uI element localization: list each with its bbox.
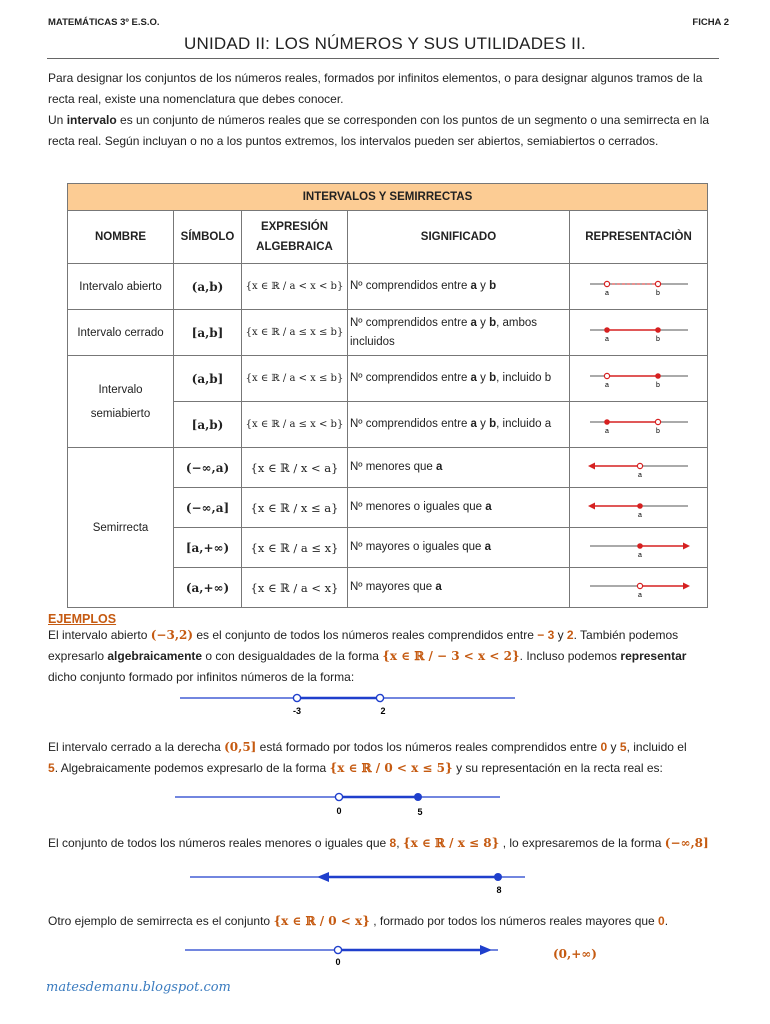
col-header-meaning: SIGNIFICADO [348, 211, 570, 264]
row-name-ray: Semirrecta [68, 448, 174, 608]
svg-text:b: b [655, 289, 660, 297]
row-name-semiopen: Intervalo semiabierto [68, 356, 174, 448]
representation-semiopen-right [570, 356, 708, 402]
meaning-cell: Nº comprendidos entre a y b [348, 264, 570, 310]
representation-ray-greater-equal [570, 528, 708, 568]
svg-text:a: a [637, 591, 642, 599]
svg-text:a: a [637, 471, 642, 479]
example-1-text: El intervalo abierto (−3,2) es el conjunto de todos los números reales comprendidos entre − 3 y 2. También podemos expresarlo algebraicamente o con desigualdades de la forma {x ∈ ℝ / − 3 < x < 2}. Incluso podemos representar dicho conjunto formado por infinitos números de la forma: [48, 628, 687, 684]
table-title: INTERVALOS Y SEMIRRECTAS [68, 184, 708, 211]
header-course: MATEMÁTICAS 3º E.S.O. [48, 17, 160, 28]
symbol-cell: (−∞,a] [174, 488, 242, 528]
svg-text:8: 8 [496, 885, 502, 895]
col-header-expression: EXPRESIÓN ALGEBRAICA [242, 211, 348, 264]
symbol-cell: [a,+∞) [174, 528, 242, 568]
example-3-text: El conjunto de todos los números reales menores o iguales que 8, {x ∈ ℝ / x ≤ 8} , lo expresaremos de la forma (−∞,8] [48, 836, 709, 850]
footer-blog-url: matesdemanu.blogspot.com [46, 980, 231, 995]
meaning-cell: Nº mayores o iguales que a [348, 528, 570, 568]
algebraic-cell: {x ∈ ℝ / a < x ≤ b} [242, 356, 348, 402]
representation-ray-less [570, 448, 708, 488]
algebraic-cell: {x ∈ ℝ / x ≤ a} [242, 488, 348, 528]
example-2-text: El intervalo cerrado a la derecha (0,5] está formado por todos los números reales comprendidos entre 0 y 5, incluido el 5. Algebraicamente podemos expresarlo de la forma {x ∈ ℝ / 0 < x ≤ 5} y su representación en la recta real es: [48, 740, 687, 775]
svg-text:a: a [637, 511, 642, 519]
representation-closed [570, 310, 708, 356]
example-4-text: Otro ejemplo de semirrecta es el conjunto {x ∈ ℝ / 0 < x} , formado por todos los números reales mayores que 0. [48, 914, 669, 928]
svg-text:a: a [604, 335, 609, 343]
svg-text:-3: -3 [292, 706, 302, 716]
col-header-name: NOMBRE [68, 211, 174, 264]
intro-paragraph-1: Para designar los conjuntos de los números reales, formados por infinitos elementos, o para designar algunos tramos de la recta real, existe una nomenclatura que debes conocer. [48, 71, 703, 106]
svg-text:a: a [604, 427, 609, 435]
col-header-representation: REPRESENTACIÒN [570, 211, 708, 264]
row-name-open: Intervalo abierto [68, 264, 174, 310]
row-name-closed: Intervalo cerrado [68, 310, 174, 356]
svg-text:a: a [604, 289, 609, 297]
svg-text:b: b [655, 381, 660, 389]
meaning-cell: Nº menores o iguales que a [348, 488, 570, 528]
examples-title: EJEMPLOS [48, 612, 117, 626]
meaning-cell: Nº menores que a [348, 448, 570, 488]
algebraic-cell: {x ∈ ℝ / x < a} [242, 448, 348, 488]
intro-paragraph-2: Un intervalo es un conjunto de números reales que se corresponden con los puntos de un segmento o una semirrecta en la recta real. Según incluyan o no a los puntos extremos, los intervalos pueden ser abiertos, semiabiertos o cerrados. [48, 113, 710, 148]
header-sheet: FICHA 2 [692, 17, 729, 28]
algebraic-cell: {x ∈ ℝ / a ≤ x < b} [242, 402, 348, 448]
svg-text:b: b [655, 427, 660, 435]
col-header-symbol: SÍMBOLO [174, 211, 242, 264]
meaning-cell: Nº mayores que a [348, 568, 570, 608]
svg-text:0: 0 [336, 806, 342, 816]
intervals-table [67, 183, 708, 608]
representation-semiopen-left [570, 402, 708, 448]
representation-open [570, 264, 708, 310]
title-underline [47, 58, 719, 59]
algebraic-cell: {x ∈ ℝ / a < x} [242, 568, 348, 608]
algebraic-cell: {x ∈ ℝ / a ≤ x ≤ b} [242, 310, 348, 356]
svg-text:b: b [655, 335, 660, 343]
example-2-number-line [170, 788, 510, 822]
svg-text:2: 2 [380, 706, 386, 716]
svg-text:a: a [604, 381, 609, 389]
symbol-cell: (a,b] [174, 356, 242, 402]
meaning-cell: Nº comprendidos entre a y b, incluido b [348, 356, 570, 402]
symbol-cell: (a,+∞) [174, 568, 242, 608]
example-1-number-line [175, 688, 525, 722]
symbol-cell: (−∞,a) [174, 448, 242, 488]
example-3-number-line [185, 866, 530, 896]
example-4-number-line [180, 940, 510, 970]
symbol-cell: (a,b) [174, 264, 242, 310]
representation-ray-less-equal [570, 488, 708, 528]
page-title: UNIDAD II: LOS NÚMEROS Y SUS UTILIDADES II. [184, 34, 586, 53]
representation-ray-greater [570, 568, 708, 608]
algebraic-cell: {x ∈ ℝ / a ≤ x} [242, 528, 348, 568]
symbol-cell: [a,b] [174, 310, 242, 356]
svg-text:a: a [637, 551, 642, 559]
meaning-cell: Nº comprendidos entre a y b, incluido a [348, 402, 570, 448]
symbol-cell: [a,b) [174, 402, 242, 448]
svg-text:0: 0 [335, 957, 341, 967]
meaning-cell: Nº comprendidos entre a y b, ambos incluidos [348, 310, 570, 356]
algebraic-cell: {x ∈ ℝ / a < x < b} [242, 264, 348, 310]
svg-text:5: 5 [417, 807, 423, 817]
example-4-interval: (0,+∞) [553, 947, 597, 961]
